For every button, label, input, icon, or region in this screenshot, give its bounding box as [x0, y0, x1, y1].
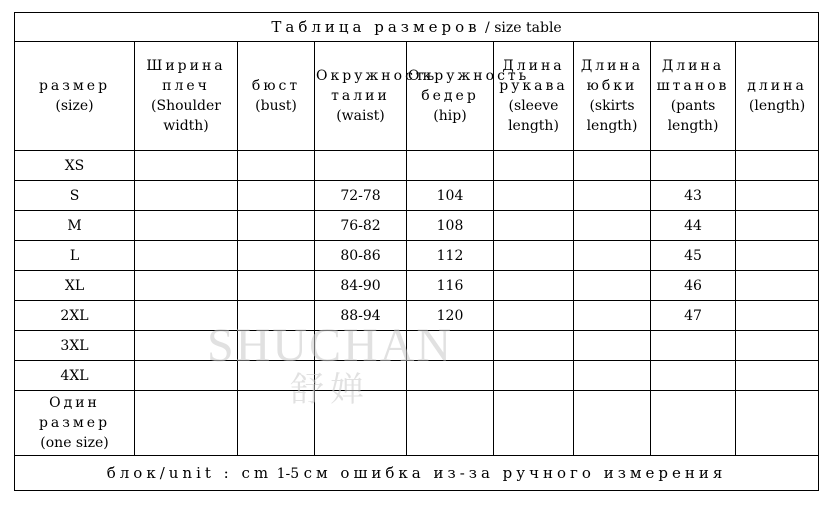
- table-cell: 46: [651, 271, 736, 301]
- watermark-cjk: 舒婵: [290, 370, 370, 410]
- header-pants: [651, 42, 736, 151]
- table-cell: [736, 211, 819, 241]
- table-cell: [407, 331, 494, 361]
- table-cell: [574, 271, 651, 301]
- table-cell: 84-90: [315, 271, 407, 301]
- table-cell: 76-82: [315, 211, 407, 241]
- table-cell: 108: [407, 211, 494, 241]
- table-cell: [238, 301, 315, 331]
- table-cell: [315, 361, 407, 391]
- header-shoulder-ru: Ширина плеч: [146, 58, 226, 94]
- table-row: [15, 361, 819, 391]
- header-waist-ru: Окружность талии: [316, 68, 438, 104]
- table-cell: [238, 391, 315, 456]
- footer-range: 1-5: [276, 465, 300, 482]
- size-label: M: [15, 211, 135, 241]
- footer-text: см ошибка из-за ручного измерения: [303, 463, 727, 482]
- table-cell: [651, 391, 736, 456]
- table-cell: [135, 361, 238, 391]
- header-hip-en: (hip): [433, 108, 467, 124]
- table-cell: 112: [407, 241, 494, 271]
- table-cell: [574, 151, 651, 181]
- table-cell: [736, 301, 819, 331]
- title-sep: /: [480, 19, 495, 36]
- table-cell: [574, 301, 651, 331]
- footer-lead: блок/unit : cm: [106, 463, 273, 482]
- header-waist-en: (waist): [336, 108, 385, 124]
- header-shoulder-en: (Shoulder width): [151, 98, 221, 134]
- table-cell: [135, 331, 238, 361]
- table-title: [15, 13, 819, 42]
- one-size-label: [15, 391, 135, 456]
- table-cell: [238, 331, 315, 361]
- header-hip: [407, 42, 530, 151]
- table-cell: [736, 391, 819, 456]
- header-row: [15, 42, 819, 151]
- table-cell: [407, 391, 494, 456]
- table-row: [15, 331, 819, 361]
- table-cell: [315, 391, 407, 456]
- one-size-row: [15, 391, 819, 456]
- table-cell: 116: [407, 271, 494, 301]
- table-cell: [574, 391, 651, 456]
- table-row: [15, 241, 819, 271]
- table-cell: [736, 181, 819, 211]
- table-cell: [736, 241, 819, 271]
- table-cell: 44: [651, 211, 736, 241]
- table-cell: 120: [407, 301, 494, 331]
- table-cell: [494, 301, 574, 331]
- table-cell: [736, 331, 819, 361]
- table-cell: [135, 211, 238, 241]
- table-cell: [135, 301, 238, 331]
- table-cell: [238, 361, 315, 391]
- header-bust: [238, 42, 315, 151]
- table-row: [15, 301, 819, 331]
- header-hip-ru: Окружность бедер: [408, 68, 530, 104]
- header-skirt: [574, 42, 651, 151]
- table-cell: [494, 391, 574, 456]
- size-label: 3XL: [15, 331, 135, 361]
- table-cell: 80-86: [315, 241, 407, 271]
- table-cell: [238, 151, 315, 181]
- table-cell: [494, 241, 574, 271]
- table-row: [15, 211, 819, 241]
- table-cell: [494, 181, 574, 211]
- table-cell: [135, 391, 238, 456]
- table-cell: [651, 151, 736, 181]
- table-cell: [238, 241, 315, 271]
- table-cell: [494, 331, 574, 361]
- header-pants-ru: Длина штанов: [656, 58, 730, 94]
- size-table: [14, 12, 819, 491]
- footer-row: [15, 456, 819, 491]
- table-cell: [407, 151, 494, 181]
- size-label: L: [15, 241, 135, 271]
- header-waist: [315, 42, 438, 151]
- size-label: XS: [15, 151, 135, 181]
- table-cell: [651, 361, 736, 391]
- data-rows: [15, 151, 819, 391]
- table-cell: [736, 151, 819, 181]
- header-length-ru: длина: [747, 78, 807, 94]
- size-label: S: [15, 181, 135, 211]
- table-cell: 72-78: [315, 181, 407, 211]
- header-size: [15, 42, 135, 151]
- header-length-en: (length): [748, 98, 806, 114]
- table-cell: [736, 271, 819, 301]
- table-cell: [135, 271, 238, 301]
- header-sleeve-en: (sleeve length): [508, 98, 559, 134]
- table-row: [15, 271, 819, 301]
- table-row: [15, 181, 819, 211]
- table-cell: [238, 181, 315, 211]
- table-row: [15, 151, 819, 181]
- table-cell: [135, 151, 238, 181]
- header-length: [736, 42, 819, 151]
- table-cell: [574, 181, 651, 211]
- table-cell: [494, 151, 574, 181]
- header-size-ru: размер: [38, 78, 111, 94]
- table-cell: 104: [407, 181, 494, 211]
- table-cell: [238, 271, 315, 301]
- table-cell: [494, 211, 574, 241]
- table-cell: [651, 331, 736, 361]
- size-label: XL: [15, 271, 135, 301]
- table-cell: [574, 211, 651, 241]
- size-chart: [14, 12, 818, 504]
- one-size-en: (one size): [40, 435, 109, 451]
- table-cell: [407, 361, 494, 391]
- title-en: size table: [494, 19, 562, 36]
- table-cell: [574, 361, 651, 391]
- table-cell: 88-94: [315, 301, 407, 331]
- footer-note: [15, 456, 819, 491]
- table-cell: 47: [651, 301, 736, 331]
- header-skirt-ru: Длина юбки: [580, 58, 644, 94]
- watermark-latin: SHUCHAN: [206, 319, 454, 372]
- header-bust-en: (bust): [255, 98, 297, 114]
- table-cell: [135, 181, 238, 211]
- table-cell: 45: [651, 241, 736, 271]
- table-cell: [315, 151, 407, 181]
- header-sleeve-ru: Длина рукава: [499, 58, 568, 94]
- size-label: 2XL: [15, 301, 135, 331]
- header-pants-en: (pants length): [667, 98, 719, 134]
- header-size-en: (size): [55, 98, 94, 114]
- title-ru: Таблица размеров: [271, 17, 481, 36]
- table-cell: [494, 361, 574, 391]
- header-bust-ru: бюст: [251, 78, 301, 94]
- table-cell: [135, 241, 238, 271]
- one-size-ru: Один размер: [38, 395, 111, 431]
- table-cell: [574, 331, 651, 361]
- table-cell: [494, 271, 574, 301]
- table-cell: [736, 361, 819, 391]
- table-cell: [574, 241, 651, 271]
- title-row: [15, 13, 819, 42]
- table-cell: [315, 331, 407, 361]
- header-sleeve: [494, 42, 574, 151]
- header-shoulder: [135, 42, 238, 151]
- table-cell: 43: [651, 181, 736, 211]
- header-skirt-en: (skirts length): [586, 98, 638, 134]
- table-cell: [238, 211, 315, 241]
- size-label: 4XL: [15, 361, 135, 391]
